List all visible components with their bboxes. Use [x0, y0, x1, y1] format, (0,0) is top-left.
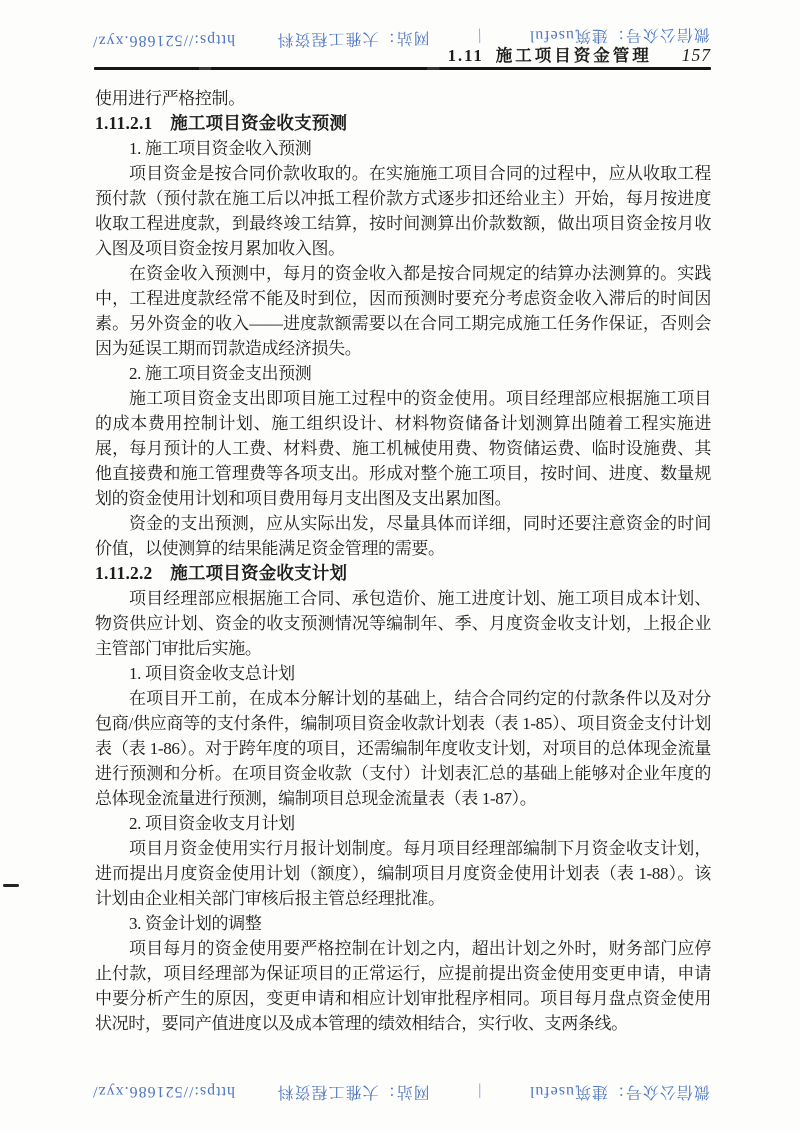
paragraph: 在资金收入预测中，每月的资金收入都是按合同规定的结算办法测算的。实践中，工程进度款经常不能及时到位，因而预测时要充分考虑资金收入滞后的时间因素。另外资金的收入——进度款额需要以在合同工期完成施工任务作保证，否则会因为延误工期而罚款造成经济损失。 — [95, 264, 711, 358]
chapter-title: 施工项目资金管理 — [495, 46, 652, 65]
paragraph: 项目月资金使用实行月报计划制度。每月项目经理部编制下月资金收支计划，进而提出月度资金使用计划（额度），编制项目月度资金使用计划表（表 1-88）。该计划由企业相关部门审核后报主管总经理批准。 — [95, 839, 711, 908]
watermark-separator: | — [477, 28, 482, 46]
scan-mark — [3, 884, 19, 887]
paragraph: 项目资金是按合同价款收取的。在实施施工项目合同的过程中，应从收取工程预付款（预付款在施工后以冲抵工程价款方式逐步扣还给业主）开始，每月按进度收取工程进度款，到最终竣工结算，按时间测算出价款数额，做出项目资金按月收入图及项目资金按月累加收入图。 — [95, 164, 711, 258]
section-number: 1.11 — [447, 46, 484, 65]
watermark-url: https://521686.xyz/ — [91, 31, 236, 50]
paragraph: 施工项目资金支出即项目施工过程中的资金使用。项目经理部应根据施工项目的成本费用控制计划、施工组织设计、材料物资储备计划测算出随着工程实施进展，每月预计的人工费、材料费、施工机械使用费、物资储运费、临时设施费、其他直接费和施工管理费等各项支出。形成对整个施工项目，按时间、进度、数量规划的资金使用计划和项目费用每月支出图及支出累加图。 — [95, 389, 711, 508]
list-item-monthly-plan: 2. 项目资金收支月计划 — [129, 814, 295, 833]
watermark-url: https://521686.xyz/ — [92, 1083, 236, 1100]
header-rule — [94, 67, 711, 70]
list-item-expense-forecast: 2. 施工项目资金支出预测 — [129, 364, 312, 383]
paragraph: 项目每月的资金使用要严格控制在计划之内，超出计划之外时，财务部门应停止付款，项目经理部为保证项目的正常运行，应提前提出资金使用变更申请，申请中要分析产生的原因，变更申请和相应计划审批程序相同。项目每月盘点资金使用状况时，要同产值进度以及成本管理的绩效相结合，实行收、支两条线。 — [95, 939, 711, 1033]
list-item-plan-adjustment: 3. 资金计划的调整 — [129, 914, 262, 933]
list-item-total-plan: 1. 项目资金收支总计划 — [129, 664, 295, 683]
watermark-wechat-account: 微信公众号：建筑useful — [528, 25, 711, 45]
page-number: 157 — [681, 45, 711, 65]
watermark-site-name: 网站：大雅工程资料 — [276, 28, 430, 48]
watermark-wechat-account: 微信公众号：建筑useful — [528, 1083, 710, 1100]
watermark-bottom — [92, 1082, 710, 1105]
paragraph-continuation: 使用进行严格控制。 — [95, 89, 245, 108]
body-text-column — [95, 86, 711, 1036]
paragraph: 项目经理部应根据施工合同、承包造价、施工进度计划、施工项目成本计划、物资供应计划、资金的收支预测情况等编制年、季、月度资金收支计划，上报企业主管部门审批后实施。 — [95, 589, 711, 658]
watermark-site-name: 网站：大雅工程资料 — [276, 1083, 430, 1100]
list-item-income-forecast: 1. 施工项目资金收入预测 — [129, 139, 312, 158]
paragraph: 资金的支出预测，应从实际出发，尽量具体而详细，同时还要注意资金的时间价值，以使测算的结果能满足资金管理的需要。 — [95, 514, 711, 558]
watermark-separator: | — [477, 1083, 482, 1100]
running-head — [95, 42, 711, 66]
heading-1-11-2-2: 1.11.2.2 施工项目资金收支计划 — [95, 563, 348, 583]
paragraph: 在项目开工前，在成本分解计划的基础上，结合合同约定的付款条件以及对分包商/供应商等的支付条件，编制项目资金收款计划表（表 1-85）、项目资金支付计划表（表 1-86）。对于跨年度的项目，还需编制年度收支计划，对项目的总体现金流量进行预测和分析。在项目资金收款（支付）计划表汇总的基础上能够对企业年度的总体现金流量进行预测，编制项目总现金流量表（表 1-87）。 — [95, 689, 711, 808]
heading-1-11-2-1: 1.11.2.1 施工项目资金收支预测 — [95, 113, 348, 133]
